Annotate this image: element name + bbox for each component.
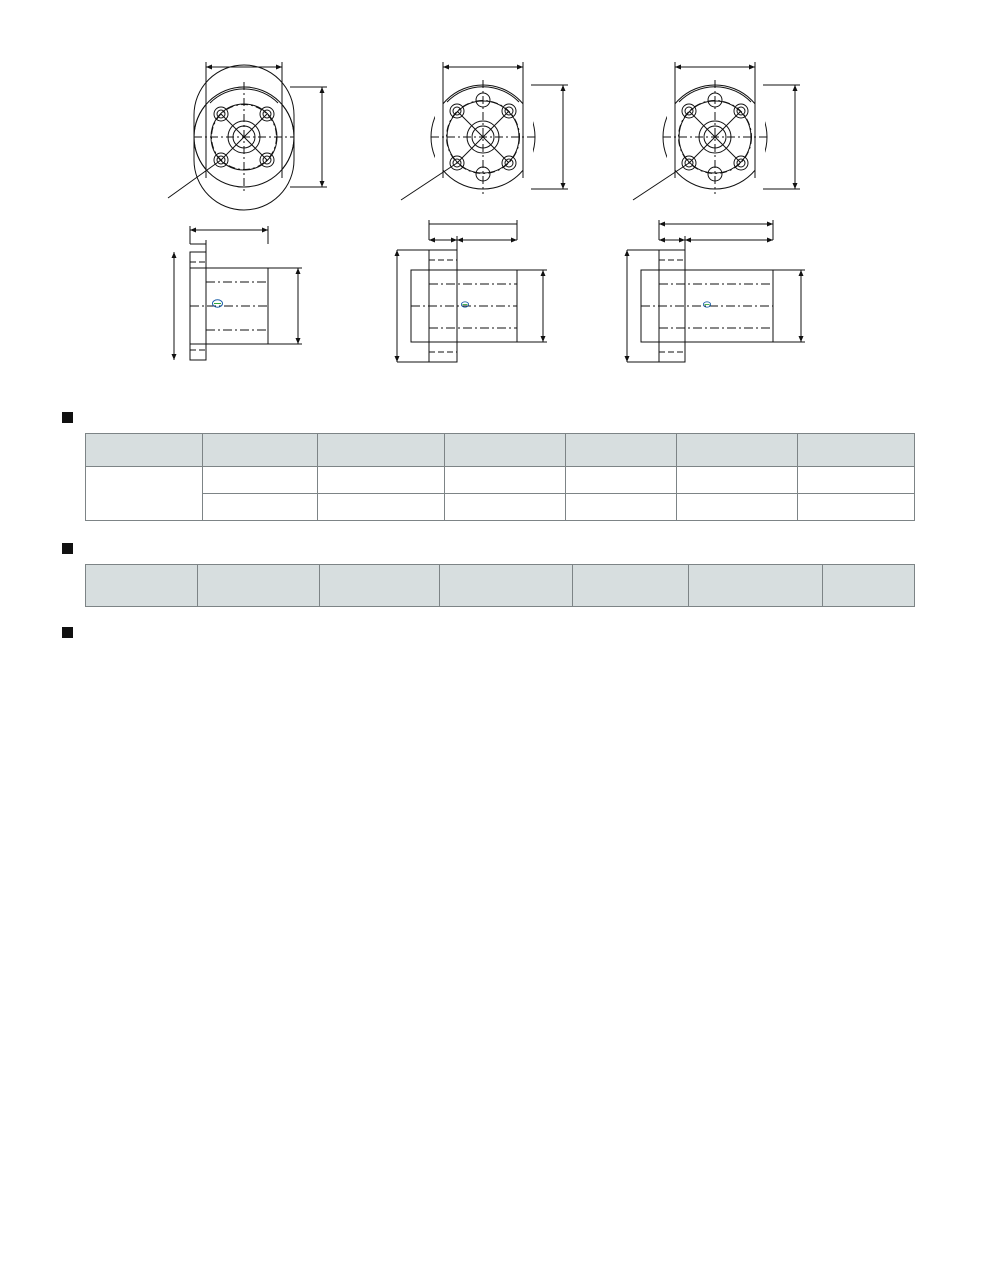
cell-current: [444, 467, 565, 494]
cell-resistance: [565, 494, 676, 521]
motor-section-heading: [62, 412, 1000, 423]
side-view-1202: [150, 210, 350, 380]
motor-parameters-section: [0, 412, 1000, 521]
drawing-group-1205: [385, 0, 595, 400]
motor-parameters-table: [85, 433, 915, 521]
front-view-1202: [150, 20, 350, 220]
curve-section-heading: [62, 627, 1000, 638]
chart-34mm: [75, 648, 505, 948]
bullet-square-icon: [62, 412, 73, 423]
cell-inductance: [676, 494, 797, 521]
side-view-1205: [385, 210, 595, 380]
cell-torque: [318, 494, 445, 521]
technical-drawings-panel: [0, 0, 1000, 400]
cell-torque: [318, 467, 445, 494]
cell-voltage: [797, 494, 914, 521]
trimotion-mark-icon: [461, 301, 469, 308]
col-cast-grade: [573, 565, 689, 607]
col-rated-voltage: [797, 434, 914, 467]
screw-section-heading: [62, 543, 1000, 554]
col-resistance: [565, 434, 676, 467]
col-lead: [319, 565, 439, 607]
table-header-row: [86, 434, 915, 467]
trimotion-mark-icon: [212, 299, 223, 308]
chart-34mm-plot: [75, 673, 505, 903]
brand-logo-1210: [703, 301, 713, 308]
col-screw-diameter: [197, 565, 319, 607]
col-motor-type: [86, 434, 203, 467]
trimotion-mark-icon: [703, 301, 711, 308]
chart-47mm: [515, 648, 945, 948]
chart-47mm-plot: [515, 673, 945, 903]
front-view-1205: [385, 20, 595, 220]
col-ground-axial-gap: [689, 565, 823, 607]
cell-current: [444, 494, 565, 521]
col-rated-current: [444, 434, 565, 467]
table-row: [86, 494, 915, 521]
bullet-square-icon: [62, 543, 73, 554]
brand-logo-1202: [212, 299, 225, 308]
col-screw-code: [86, 565, 198, 607]
brand-logo-1205: [461, 301, 471, 308]
col-holding-torque: [318, 434, 445, 467]
col-rated-inductance: [676, 434, 797, 467]
cell-motor-type: [86, 467, 203, 521]
thrust-curve-section: [0, 627, 1000, 948]
cell-inductance: [676, 467, 797, 494]
cell-body-length: [203, 494, 318, 521]
bullet-square-icon: [62, 627, 73, 638]
col-ground-grade: [823, 565, 915, 607]
col-cast-axial-gap: [439, 565, 573, 607]
col-body-length: [203, 434, 318, 467]
side-view-1210: [615, 210, 845, 380]
cell-resistance: [565, 467, 676, 494]
drawing-group-1210: [615, 0, 845, 400]
cell-body-length: [203, 467, 318, 494]
charts-container: [0, 648, 1000, 948]
table-header-row: [86, 565, 915, 607]
cell-voltage: [797, 467, 914, 494]
table-row: [86, 467, 915, 494]
screw-parameters-table: [85, 564, 915, 607]
front-view-1210: [615, 20, 845, 220]
screw-parameters-section: [0, 543, 1000, 607]
drawing-group-1202: [150, 0, 350, 400]
